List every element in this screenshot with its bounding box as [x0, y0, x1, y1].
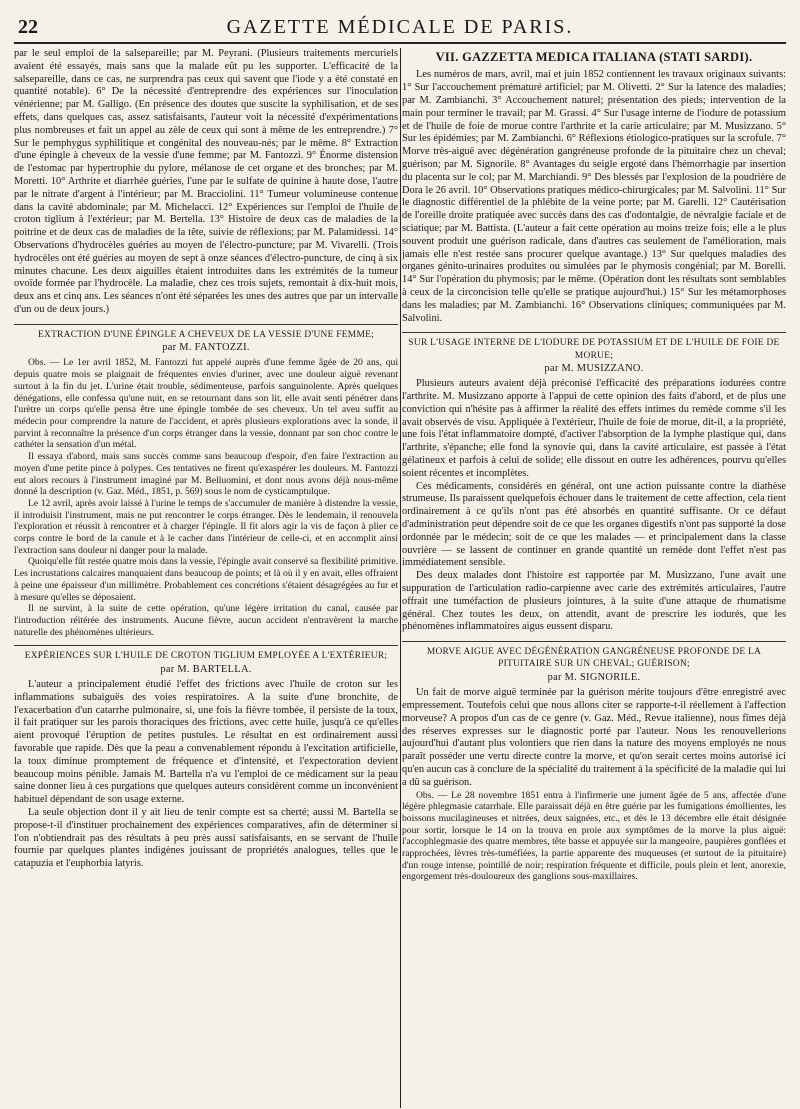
section-heading-signorile [402, 641, 786, 684]
journal-heading: VII. GAZZETTA MEDICA ITALIANA (STATI SARDI). [435, 50, 753, 64]
left-column [14, 48, 398, 1108]
paragraph: Quoiqu'elle fût restée quatre mois dans la vessie, l'épingle avait conservé sa flexibilité primitive. Les incrustations calcaires manquaient dans beaucoup de points; et là où il y en avait, elles offraient à peine une épaisseur d'un millimètre. Probablement ces concrétions s'étaient désagrégées au fur et à mesure qu'elles se déposaient. [14, 556, 398, 603]
section-title: EXTRACTION D'UNE ÉPINGLE A CHEVEUX DE LA VESSIE D'UNE FEMME; [14, 324, 398, 341]
running-head [14, 10, 786, 44]
paragraph: Il ne survint, à la suite de cette opération, qu'une légère irritation du canal, causée par l'introduction réitérée des instruments. Aucune fièvre, aucun accident n'entravèrent la marche naturelle des phénomènes ultérieurs. [14, 603, 398, 638]
section-heading-bartella [14, 645, 398, 676]
section-heading-musizzano [402, 332, 786, 375]
paragraph: Plusieurs auteurs avaient déjà préconisé l'efficacité des préparations iodurées contre l'arthrite. M. Musizzano apporte à l'appui de cette opinion des faits d'abord, et de plus une conviction qui n'hésite pas à affirmer la réalité des effets intimes du remède comme s'il les avait observés de visu. Appliquée à l'extérieur, l'huile de foie de morue, dit-il, a la propriété, une fois l'état inflammatoire dompté, d'activer l'absorption de la lymphe plastique qui, dans l'arthrite, s'épanche; elle fond la synovie qui, dans la cavité articulaire, est passée à l'état gélatineux et parfois à celui de solide; elle dissout en outre les adhérences, pourvu qu'elles soient récentes et incomplètes. [402, 378, 786, 479]
section-author: par M. SIGNORILE. [547, 671, 641, 683]
paragraph: Le 12 avril, après avoir laissé à l'urine le temps de s'accumuler de manière à distendre la vessie, il introduisit l'instrument, mais ne put rencontrer le corps étranger. Dès le lendemain, il renouvela l'exploration et réussit à rencontrer et à charger l'épingle. Il fit alors agir la vis de façon à plier ce corps contre le bord de la canule et à le cacher dans l'intérieur de celle-ci, et en accomplit ainsi l'extraction sans douleur ni danger pour la malade. [14, 497, 398, 556]
right-column [402, 48, 786, 1108]
paragraph: Un fait de morve aiguë terminée par la guérison mérite toujours d'être enregistré avec empressement. Toutefois celui que nous allons citer se rapporte-t-il réellement à l'affection morveuse? A propos d'un cas de ce genre (v. Gaz. Méd., Revue italienne), nous fîmes déjà des réserves expresses sur le diagnostic porté par l'auteur. Nous les renouvellerions aujourd'hui d'autant plus volontiers que rien dans la nature des moyens employés ne nous paraît posséder une vertu directe contre la morve, et qu'on serait certes moins autorisé ici qu'en aucun cas à conclure de la spécialité du traitement à la spécificité de la maladie qui lui a dû sa guérison. [402, 687, 786, 788]
section-author: par M. BARTELLA. [160, 663, 252, 675]
page-number: 22 [18, 16, 38, 38]
intro-paragraph: Les numéros de mars, avril, mai et juin 1852 contiennent les travaux originaux suivants: 1° Sur l'accouchement prématuré artificiel; par M. Olivetti. 2° Sur la latence des maladies; par M. Zambianchi. 3° Accouchement naturel; présentation des pieds; intervention de la main pour terminer le travail; par M. Grassi. 4° Sur l'usage interne de l'iodure de potassium et de l'huile de foie de morue contre l'arthrite et la carie articulaire; par M. Musizzano. 5° Sur les épidémies; par M. Zambianchi. 6° Réflexions étiologico-pratiques sur la scrofule. 7° Morve très-aiguë avec dégénération gangréneuse profonde de la pituitaire chez un cheval; guérison; par M. Signorile. 8° Avantages du seigle ergoté dans l'hémorrhagie par insertion du placenta sur le col; par M. Marchiandi. 9° Des blessés par l'explosion de la poudrière de Dora le 26 avril. 10° Observations pratiques médico-chirurgicales; par M. Salvolini. 11° Sur le diagnostic différentiel de la phlébite de la veine porte; par M. Garelli. 12° Cautérisation de l'oreille droite pratiquée avec succès dans des cas d'odontalgie, de névralgie faciale et de sciatique; par M. Battista. (L'auteur a fait cette opération au moins treize fois; elle a le plus souvent produit une guérison radicale, dans d'autres cas seulement de l'amélioration, mais jamais elle n'est restée sans procurer quelque avantage.) 13° Sur quelques maladies des organes génito-urinaires produites ou simulées par le phymosis congénial; par M. Borelli. 14° Sur l'opération du phymosis; par le même. (Opération dont les résultats sont semblables à ceux de la circoncision telle qu'elle se pratique aujourd'hui.) 15° Sur les métamorphoses dans les maladies; par M. Zambianchi. 16° Observations cliniques; communiquées par M. Salvolini. [402, 69, 786, 324]
section-title: MORVE AIGUE AVEC DÉGÉNÉRATION GANGRÉNEUSE PROFONDE DE LA PITUITAIRE SUR UN CHEVAL; GUÉRISON; [402, 641, 786, 670]
paragraph: Ces médicaments, considérés en général, ont une action puissante contre la diathèse strumeuse. Ils paraissent quelquefois échouer dans le traitement de cette affection, cela tient ordinairement à ce qu'ils n'ont pas été absorbés en quantité suffisante. Or ce défaut d'administration peut dépendre soit de ce que les organes digestifs n'ont pas supporté la dose ordonnée par le médecin; soit de ce que les malades — et principalement dans la classe ouvrière — se lassent de continuer en grande quantité un remède dont l'effet n'est pas immédiatement sensible. [402, 480, 786, 569]
continued-paragraph: par le seul emploi de la salsepareille; par M. Peyrani. (Plusieurs traitements mercuriels avaient été essayés, mais sans que la malade eût pu les supporter. L'efficacité de la salsepareille, dans ce cas, ne surprendra pas ceux qui savent que l'iode y a été constaté en quantité notable). 6° De la nécessité d'entreprendre des expériences sur l'inoculation vénérienne; par M. Galligo. (En présence des doutes que suscite la syphilisation, et de ses effets, dans quelques cas, assez satisfaisants, l'auteur voit la nécessité d'expérimentations plus nombreuses et fait un appel au zèle de ceux qui sont à même de les entreprendre.) 7° Sur le pemphygus syphilitique et congénital des nouveau-nés; par le même. 8° Extraction d'une épingle à cheveux de la vessie d'une femme; par M. Fantozzi. 9° Énorme distension de l'estomac par hypertrophie du pylore, mélanose de cet organe et des bronches; par M. Moretti. 10° Arthrite et diarrhée guéries, l'une par le sulfate de quinine à haute dose, l'autre par le nitrate d'argent à l'intérieur; par M. Bracciolini. 11° Tumeur volumineuse contenue dans la cavité abdominale; par M. Michelacci. 12° Expériences sur l'emploi de l'huile de croton tiglium à l'extérieur; par M. Bertella. 13° Histoire de deux cas de maladies de la poitrine et de deux cas de maladies de la tête, suivie de réflexions; par M. Palamidessi. 14° Observations d'hydrocèles guéries au moyen de l'électro-puncture; par M. Vivarelli. (Trois hydrocèles ont été guéries au moyen de sept à onze séances d'électro-puncture, de cinq à six minutes chacune. Les deux aiguilles étaient introduites dans les extrémités de la tumeur ovoïde formée par l'hydrocèle. La maladie, chez ces trois sujets, remontait à dix-huit mois, deux ans et cinq ans. Les séances n'ont été séparées les unes des autres que par un intervalle d'un ou de deux jours.) [14, 48, 398, 315]
column-divider [400, 48, 401, 1108]
paragraph: Il essaya d'abord, mais sans succès comme sans beaucoup d'espoir, d'en faire l'extraction au moyen d'une petite pince à polypes. Ces tentatives ne firent qu'exaspérer les douleurs. M. Fantozzi eut alors recours à l'instrument imaginé par M. Belluomini, et dont nous avons déjà nous-même donné la description (v. Gaz. Méd., 1851, p. 569) sous le nom de cysticamptulque. [14, 451, 398, 498]
paragraph: L'auteur a principalement étudié l'effet des frictions avec l'huile de croton sur les inflammations subaiguës des voies respiratoires. A la suite d'une bronchite, de l'exacerbation d'un catarrhe pulmonaire, si, une fois la fièvre tombée, il persiste de la toux, il fait pratiquer sur les parois thoraciques des frictions, avec cette huile, jusqu'à ce qu'elles aient provoqué l'éruption de petites pustules. Le résultat en est ordinairement aussi favorable que rapide. Dès que la peau a convenablement répondu à l'excitation artificielle, la toux diminue promptement de fréquence et d'intensité, et l'expectoration devient beaucoup moins pénible. Jamais M. Bartella n'a vu l'emploi de ce médicament sur la peau saine donner lieu à ces purgations que quelques auteurs considèrent comme un inconvénient habituel dépendant de son usage externe. [14, 679, 398, 806]
section-heading-fantozzi [14, 324, 398, 355]
paragraph: Obs. — Le 28 novembre 1851 entra à l'infirmerie une jument âgée de 5 ans, affectée d'une légère phlegmasie catarrhale. Elle paraissait déjà en être guérie par les fumigations émollientes, les boissons mucilagineuses et nitrées, deux saignées, etc., et dès le 13 décembre elle était désignée pour sortir, lorsque le 14 on la trouva en proie aux symptômes de la morve la plus aiguë: l'accophlegmasie des quatre membres, tête basse et appuyée sur la mangeoire, paupières gonflées et rapprochées, lèvres très-tuméfiées, la partie apparente des muqueuses (et surtout de la pituitaire) d'un rouge intense, pointillé de noir; respiration fréquente et difficile, pouls plein et lent, anorexie, engorgement très-douloureux des ganglions sous-maxillaires. [402, 789, 786, 883]
section-title: EXPÉRIENCES SUR L'HUILE DE CROTON TIGLIUM EMPLOYÉE A L'EXTÉRIEUR; [14, 645, 398, 662]
section-title: SUR L'USAGE INTERNE DE L'IODURE DE POTASSIUM ET DE L'HUILE DE FOIE DE MORUE; [402, 332, 786, 361]
section-author: par M. FANTOZZI. [162, 341, 250, 353]
columns [14, 48, 786, 1108]
paragraph: Obs. — Le 1er avril 1852, M. Fantozzi fut appelé auprès d'une femme âgée de 20 ans, qui depuis quatre mois se plaignait de fréquentes envies d'uriner, avec une douleur aiguë revenant surtout à la fin du jet. L'urine était trouble, sédimenteuse, parfois sanguinolente. Après quelques dénégations, elle confessa qu'une nuit, en se retournant dans son lit, elle avait senti pénétrer dans l'urètre un corps qu'elle pensa être une épingle tombée de ses cheveux. Un tel aveu suffit au médecin pour comprendre la nature de l'accident, et après plusieurs explorations avec la sonde, il parvint à reconnaître la présence d'un corps étranger dans la vessie, donnant par son choc contre le cathéter la sensation d'un métal. [14, 357, 398, 451]
section-author: par M. MUSIZZANO. [544, 362, 644, 374]
paragraph: La seule objection dont il y ait lieu de tenir compte est sa cherté; aussi M. Bartella se propose-t-il d'instituer prochainement des expériences comparatives, afin de déterminer si l'on n'obtiendrait pas des résultats à peu près aussi satisfaisants, en se servant de l'huile fournie par quelques plantes indigènes jouissant de propriétés analogues, telles que le catapuzia et l'euphorbia latyris. [14, 807, 398, 870]
paragraph: Des deux malades dont l'histoire est rapportée par M. Musizzano, l'une avait une suppuration de l'articulation radio-carpienne avec carie des extrémités articulaires, l'autre offrait une tuméfaction de plusieurs jointures, à la suite d'une attaque de rhumatisme général. Chez toutes les deux, on attendit, avant de prescrire les iodurés, que les phénomènes inflammatoires aigus eussent disparu. [402, 570, 786, 633]
journal-title: GAZETTE MÉDICALE DE PARIS. [226, 16, 574, 38]
